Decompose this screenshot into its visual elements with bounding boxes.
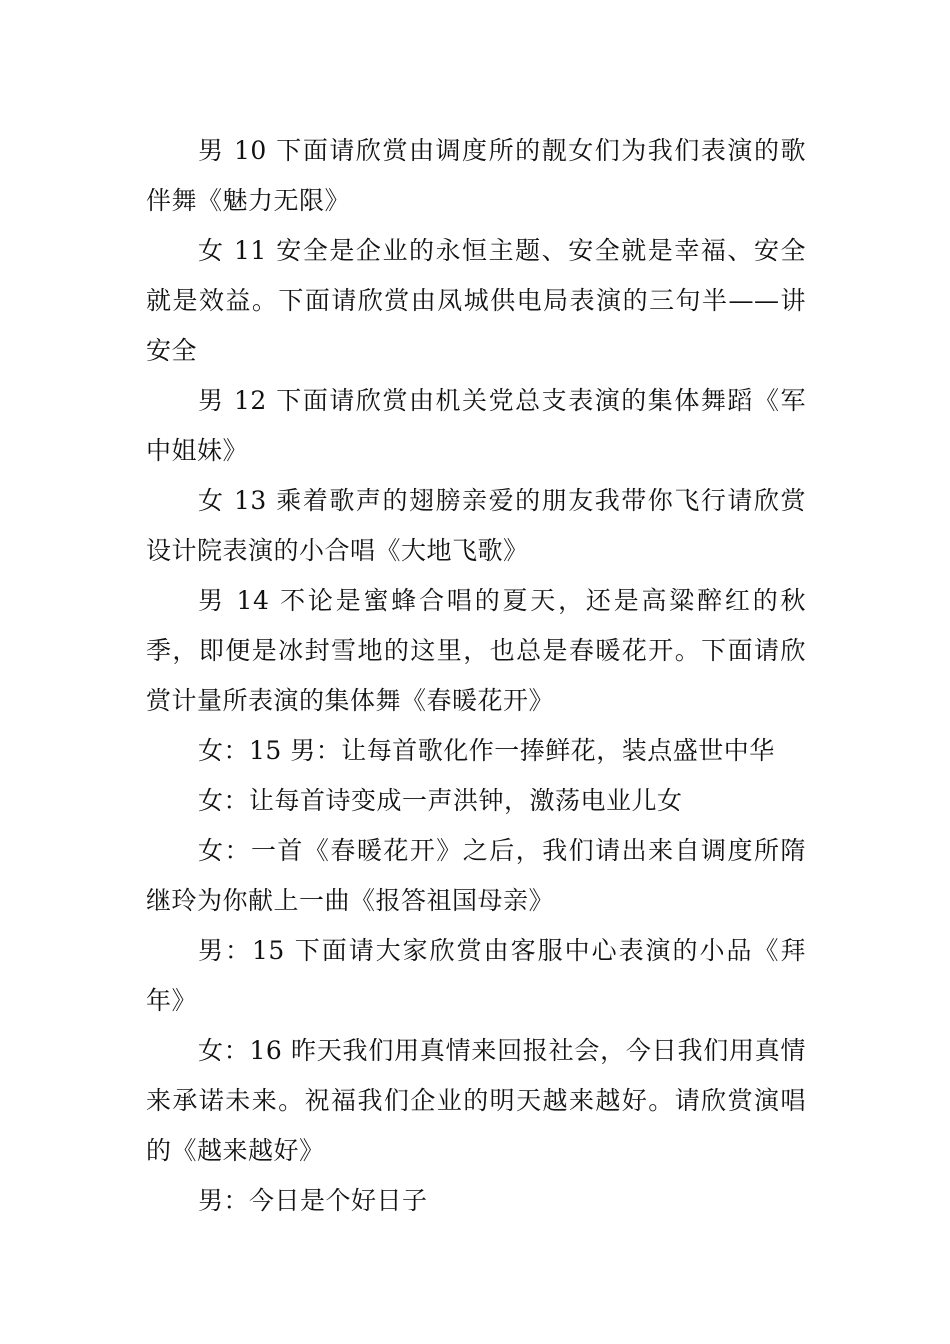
- paragraph-8: 女：一首《春暖花开》之后，我们请出来自调度所隋继玲为你献上一曲《报答祖国母亲》: [146, 836, 806, 915]
- paragraph-5: 男 14 不论是蜜蜂合唱的夏天，还是高粱醉红的秋季，即便是冰封雪地的这里，也总是春暖花开。下面请欣赏计量所表演的集体舞《春暖花开》: [146, 586, 806, 715]
- paragraph-1: 男 10 下面请欣赏由调度所的靓女们为我们表演的歌伴舞《魅力无限》: [146, 136, 806, 215]
- paragraph-3: 男 12 下面请欣赏由机关党总支表演的集体舞蹈《军中姐妹》: [146, 386, 806, 465]
- paragraph-2: 女 11 安全是企业的永恒主题、安全就是幸福、安全就是效益。下面请欣赏由凤城供电局表演的三句半——讲安全: [146, 236, 806, 365]
- paragraph-6: 女：15 男：让每首歌化作一捧鲜花，装点盛世中华: [198, 736, 775, 765]
- paragraph-7: 女：让每首诗变成一声洪钟，激荡电业儿女: [198, 786, 683, 815]
- paragraph-10: 女：16 昨天我们用真情来回报社会，今日我们用真情来承诺未来。祝福我们企业的明天越来越好。请欣赏演唱的《越来越好》: [146, 1036, 806, 1165]
- document-body: [146, 126, 806, 1226]
- paragraph-4: 女 13 乘着歌声的翅膀亲爱的朋友我带你飞行请欣赏设计院表演的小合唱《大地飞歌》: [146, 486, 806, 565]
- paragraph-11: 男：今日是个好日子: [198, 1186, 428, 1215]
- paragraph-9: 男：15 下面请大家欣赏由客服中心表演的小品《拜年》: [146, 936, 806, 1015]
